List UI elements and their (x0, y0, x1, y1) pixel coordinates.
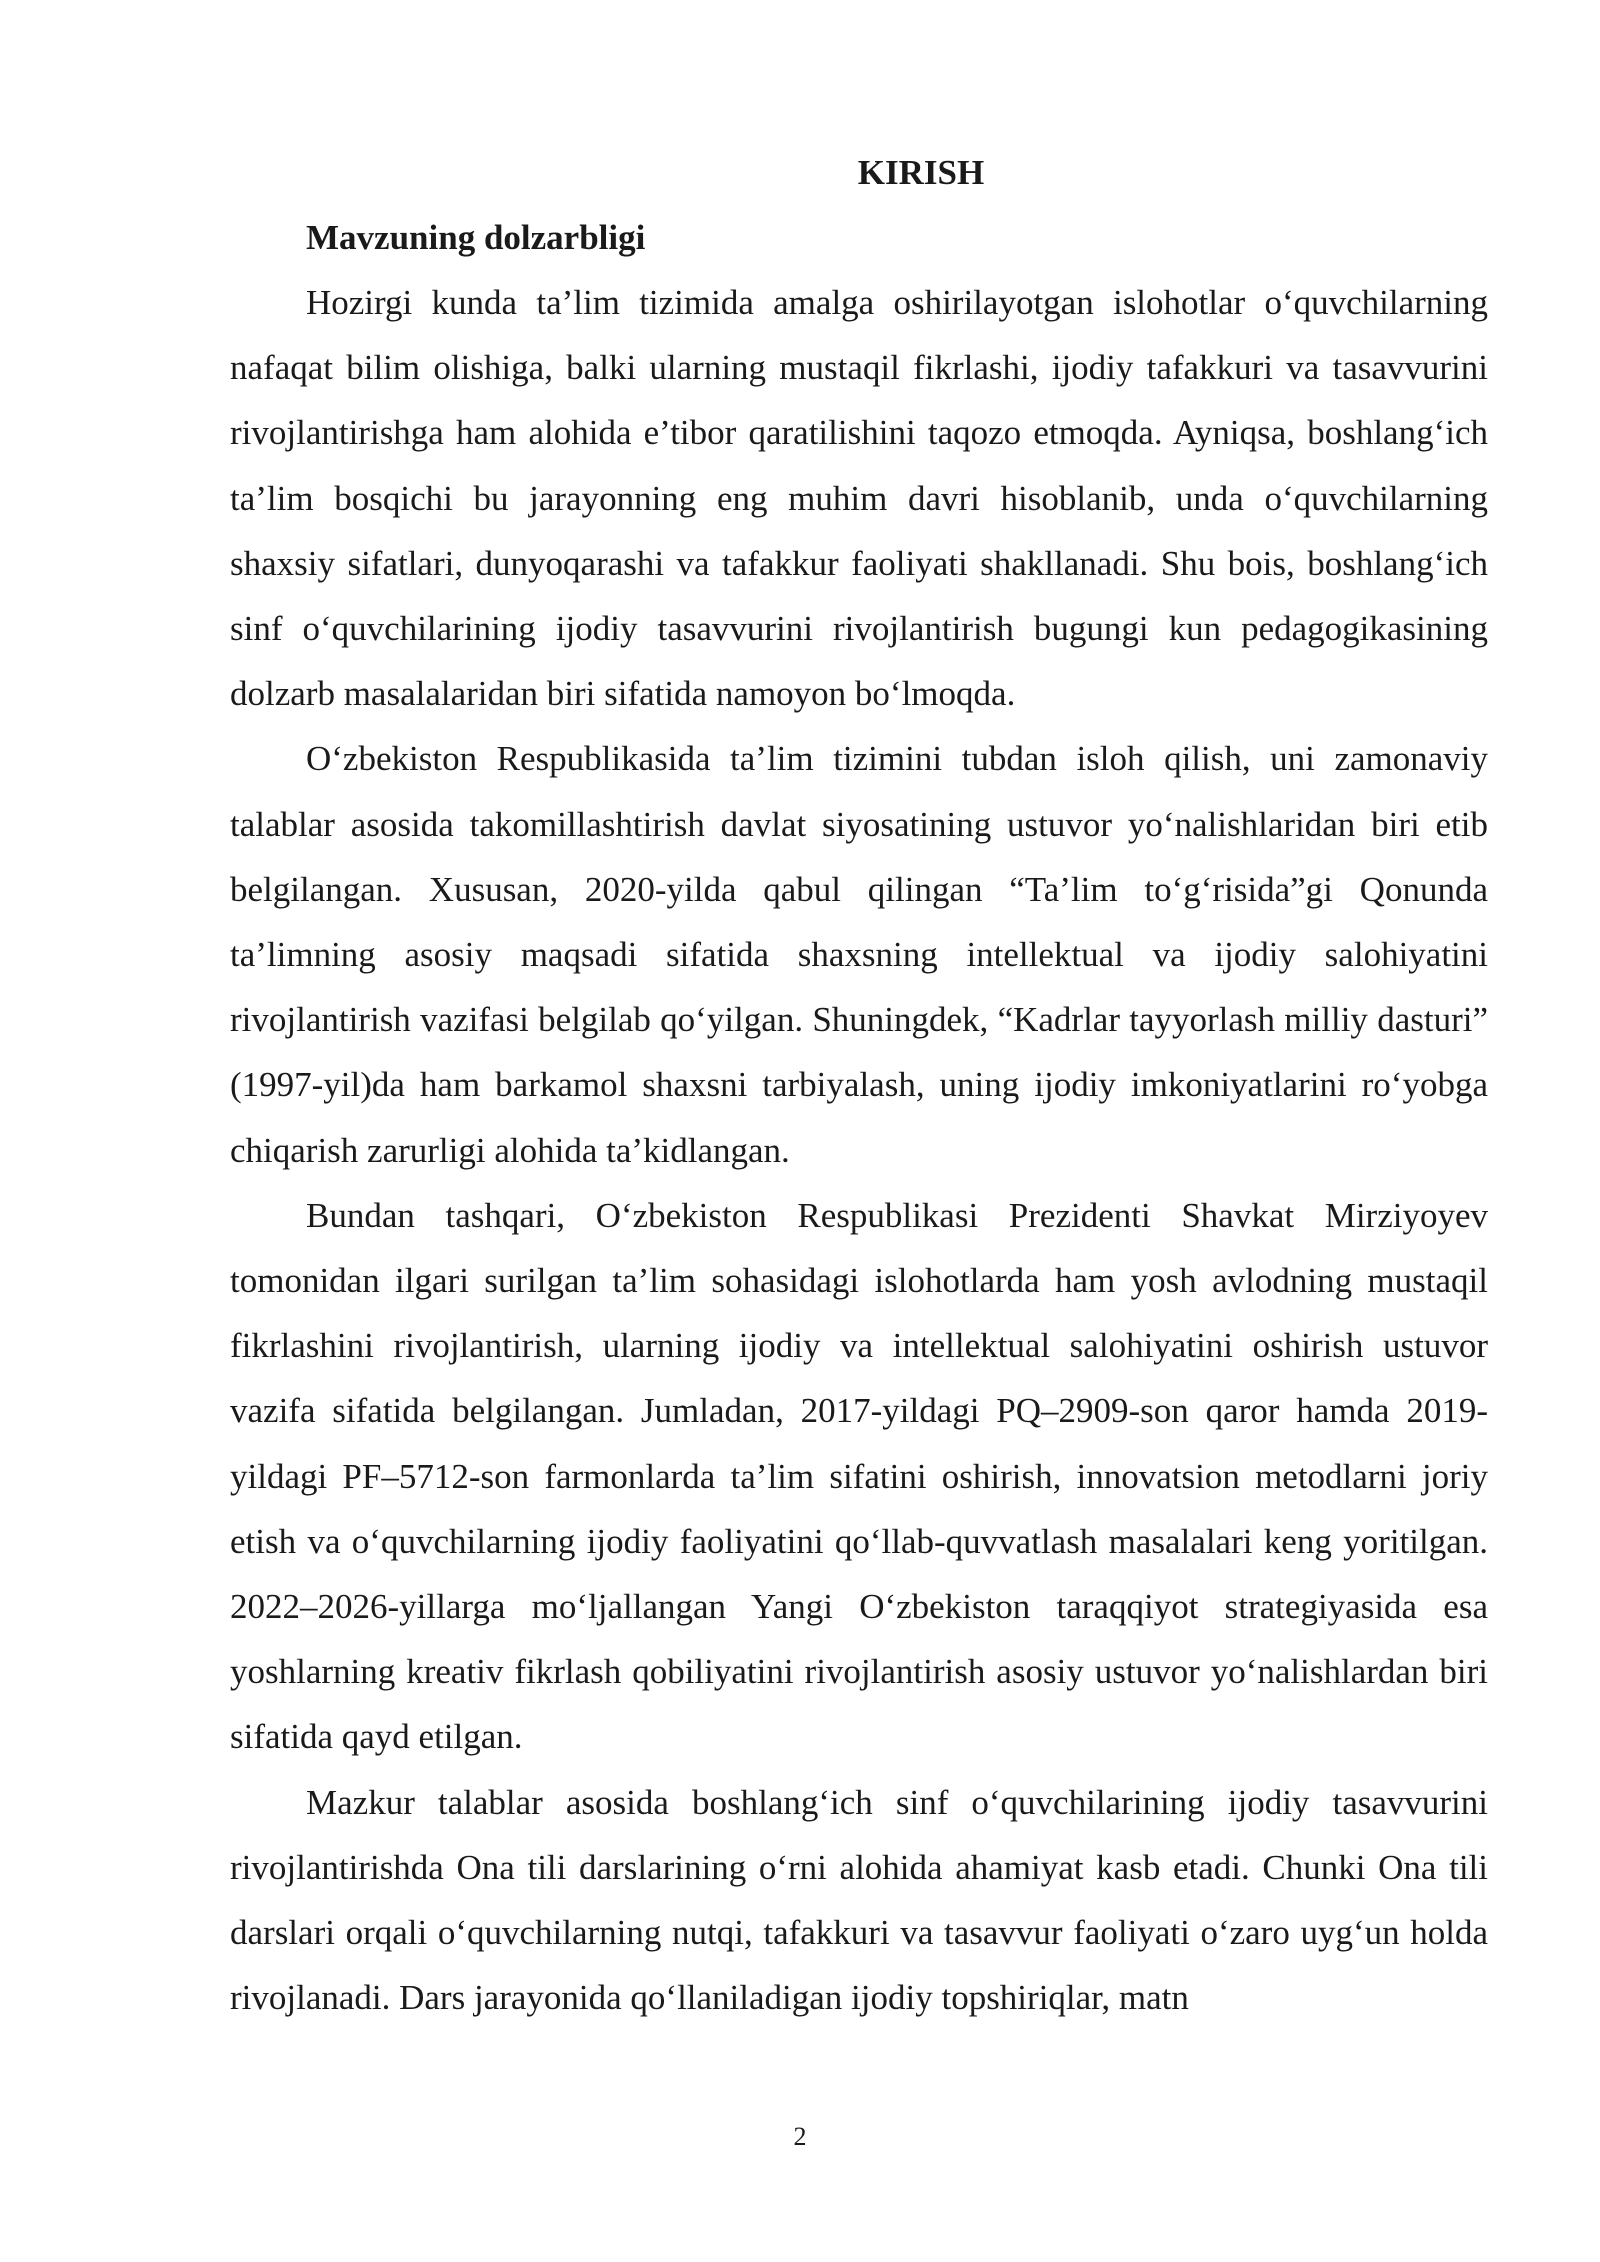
section-heading: Mavzuning dolzarbligi (306, 218, 646, 257)
paragraph-1: Hozirgi kunda ta’lim tizimida amalga oshirilayotgan islohotlar o‘quvchilarning nafaqat bilim olishiga, balki ularning mustaqil fikrlashi, ijodiy tafakkuri va tasavvurini rivojlantirishga ham alohida e’tibor qaratilishini taqozo etmoqda. Ayniqsa, boshlang‘ich ta’lim bosqichi bu jarayonning eng muhim davri hisoblanib, unda o‘quvchilarning shaxsiy sifatlari, dunyoqarashi va tafakkur faoliyati shakllanadi. Shu bois, boshlang‘ich sinf o‘quvchilarining ijodiy tasavvurini rivojlantirish bugungi kun pedagogikasining dolzarb masalalaridan biri sifatida namoyon bo‘lmoqda. (230, 283, 1488, 714)
paragraph-2: O‘zbekiston Respublikasida ta’lim tizimini tubdan isloh qilish, uni zamonaviy talablar asosida takomillashtirish davlat siyosatining ustuvor yo‘nalishlaridan biri etib belgilangan. Xususan, 2020-yilda qabul qilingan “Ta’lim to‘g‘risida”gi Qonunda ta’limning asosiy maqsadi sifatida shaxsning intellektual va ijodiy salohiyatini rivojlantirish vazifasi belgilab qo‘yilgan. Shuningdek, “Kadrlar tayyorlash milliy dasturi” (1997-yil)da ham barkamol shaxsni tarbiyalash, uning ijodiy imkoniyatlarini ro‘yobga chiqarish zarurligi alohida ta’kidlangan. (230, 739, 1488, 1170)
document-title: KIRISH (857, 153, 985, 192)
paragraph-4: Mazkur talablar asosida boshlang‘ich sinf o‘quvchilarining ijodiy tasavvurini rivojlantirishda Ona tili darslarining o‘rni alohida ahamiyat kasb etadi. Chunki Ona tili darslari orqali o‘quvchilarning nutqi, tafakkuri va tasavvur faoliyati o‘zaro uyg‘un holda rivojlanadi. Dars jarayonida qo‘llaniladigan ijodiy topshiriqlar, matn (230, 1782, 1488, 2018)
page-number: 2 (793, 2122, 807, 2151)
paragraph-3: Bundan tashqari, O‘zbekiston Respublikasi Prezidenti Shavkat Mirziyoyev tomonidan ilgari surilgan ta’lim sohasidagi islohotlarda ham yosh avlodning mustaqil fikrlashini rivojlantirish, ularning ijodiy va intellektual salohiyatini oshirish ustuvor vazifa sifatida belgilangan. Jumladan, 2017-yildagi PQ–2909-son qaror hamda 2019-yildagi PF–5712-son farmonlarda ta’lim sifatini oshirish, innovatsion metodlarni joriy etish va o‘quvchilarning ijodiy faoliyatini qo‘llab-quvvatlash masalalari keng yoritilgan. 2022–2026-yillarga mo‘ljallangan Yangi O‘zbekiston taraqqiyot strategiyasida esa yoshlarning kreativ fikrlash qobiliyatini rivojlantirish asosiy ustuvor yo‘nalishlardan biri sifatida qayd etilgan. (230, 1195, 1488, 1757)
document-page (230, 140, 1488, 2030)
